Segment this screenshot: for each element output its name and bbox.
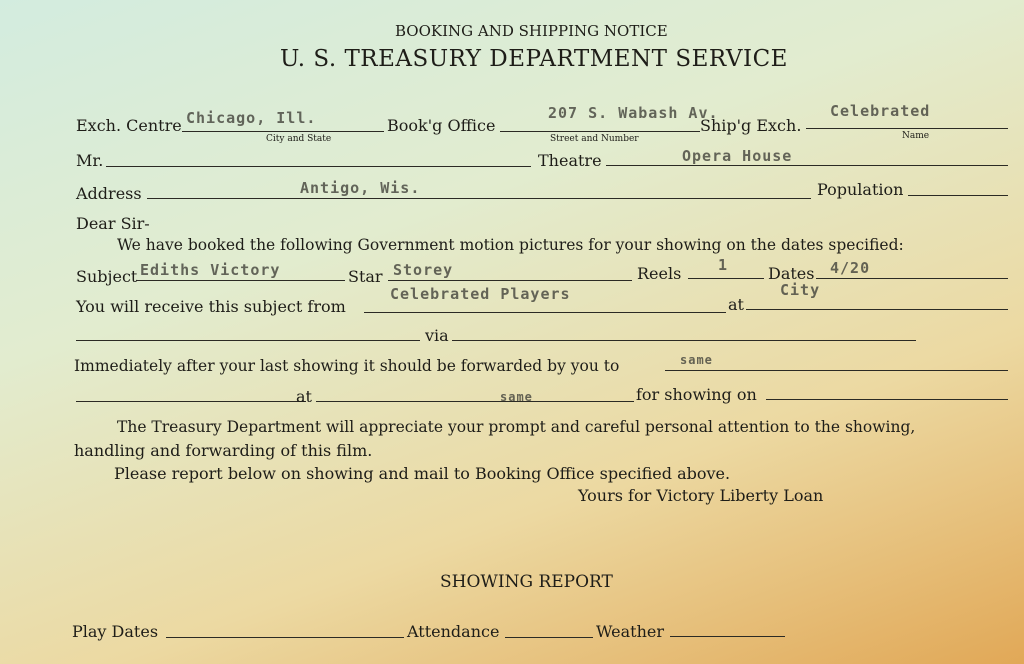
population-label: Population xyxy=(817,180,904,199)
receive-at-value: City xyxy=(780,281,821,299)
receive-from-line xyxy=(364,312,726,313)
star-label: Star xyxy=(348,267,383,286)
address-label: Address xyxy=(76,184,142,203)
ship-exch-value: Celebrated xyxy=(830,102,931,120)
booking-office-line xyxy=(500,131,700,132)
star-line xyxy=(388,280,632,281)
booking-office-value: 207 S. Wabash Av. xyxy=(548,104,719,122)
showing-report-title: SHOWING REPORT xyxy=(440,572,613,592)
star-value: Storey xyxy=(393,261,454,279)
receive-from-value: Celebrated Players xyxy=(390,285,571,303)
forward-to-value: same xyxy=(680,353,713,367)
exch-centre-value: Chicago, Ill. xyxy=(186,109,317,127)
name-caption: Name xyxy=(902,131,930,141)
dates-line xyxy=(816,278,1008,279)
for-showing-on-line xyxy=(766,399,1008,400)
via-pre-line xyxy=(76,340,420,341)
weather-line xyxy=(670,636,785,637)
street-number-caption: Street and Number xyxy=(550,134,639,144)
via-label: via xyxy=(425,326,449,345)
closing-line: Yours for Victory Liberty Loan xyxy=(578,486,824,505)
appreciate-line-1: The Treasury Department will appreciate your prompt and careful personal attention to the showing, xyxy=(117,418,916,436)
exch-centre-line xyxy=(182,131,384,132)
mr-line xyxy=(106,166,531,167)
reels-value: 1 xyxy=(718,256,729,274)
reels-label: Reels xyxy=(637,264,682,283)
report-instruction: Please report below on showing and mail to Booking Office specified above. xyxy=(114,464,731,483)
via-line xyxy=(452,340,916,341)
attendance-label: Attendance xyxy=(407,622,500,641)
theatre-value: Opera House xyxy=(682,147,793,165)
weather-label: Weather xyxy=(596,622,664,641)
subject-value: Ediths Victory xyxy=(140,261,281,279)
reels-line xyxy=(688,278,764,279)
appreciate-line-2: handling and forwarding of this film. xyxy=(74,441,373,460)
forward-at-label: at xyxy=(296,387,312,406)
subject-line xyxy=(137,280,345,281)
address-value: Antigo, Wis. xyxy=(300,179,421,197)
receive-at-line xyxy=(746,309,1008,310)
ship-exch-line xyxy=(806,128,1008,129)
for-showing-on-label: for showing on xyxy=(636,385,757,404)
dates-label: Dates xyxy=(768,264,815,283)
notice-title: BOOKING AND SHIPPING NOTICE xyxy=(395,22,668,40)
forwarded-label: Immediately after your last showing it should be forwarded by you to xyxy=(74,357,620,375)
receive-from-label: You will receive this subject from xyxy=(76,297,346,316)
theatre-line xyxy=(606,165,1008,166)
forwarded-line xyxy=(665,370,1008,371)
dates-value: 4/20 xyxy=(830,259,871,277)
exch-centre-label: Exch. Centre xyxy=(76,116,182,135)
receive-at-label: at xyxy=(728,295,744,314)
theatre-label: Theatre xyxy=(538,151,602,170)
subject-label: Subject xyxy=(76,267,138,286)
ship-exch-label: Ship'g Exch. xyxy=(700,116,802,135)
forward-pre-line xyxy=(76,401,306,402)
play-dates-label: Play Dates xyxy=(72,622,159,641)
city-state-caption: City and State xyxy=(266,134,332,144)
population-line xyxy=(908,195,1008,196)
play-dates-line xyxy=(166,637,404,638)
salutation: Dear Sir- xyxy=(76,214,150,233)
intro-text: We have booked the following Government motion pictures for your showing on the dates specified: xyxy=(117,236,904,254)
forward-at-value: same xyxy=(500,390,533,404)
mr-label: Mr. xyxy=(76,151,104,170)
attendance-line xyxy=(505,637,593,638)
department-title: U. S. TREASURY DEPARTMENT SERVICE xyxy=(280,46,788,72)
address-line xyxy=(147,198,811,199)
forward-at-line xyxy=(316,401,634,402)
booking-office-label: Book'g Office xyxy=(387,116,496,135)
